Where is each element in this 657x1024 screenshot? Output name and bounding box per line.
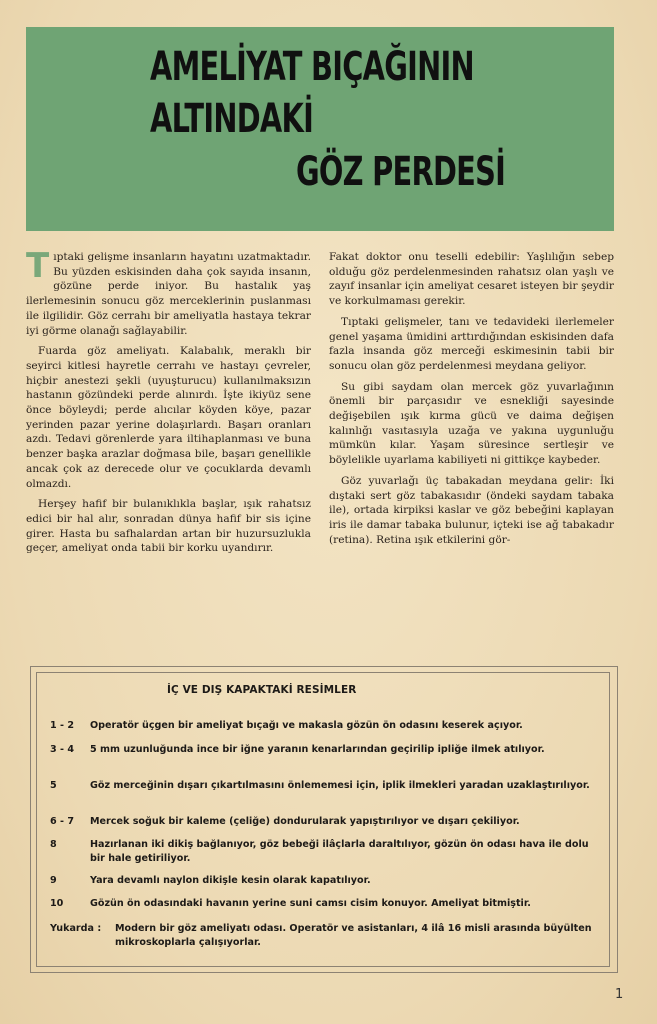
right-paragraph-1: Fakat doktor onu teselli edebilir: Yaşlılığın sebep olduğu göz perdelenmesinden rahatsız olan yaşlı ve zayıf insanlar için ameliyat cesaret isteyen bir şeydir ve korkulmaması gerekir. <box>329 251 614 308</box>
caption-number: 3 - 4 <box>50 744 75 755</box>
caption-number: 5 <box>50 780 57 791</box>
title-line-1: AMELİYAT BIÇAĞININ <box>150 44 474 90</box>
caption-footer-text: Modern bir göz ameliyatı odası. Operatör ve asistanları, 4 ilâ 16 misli arasında büyülten mikroskoplarla çalışıyorlar. <box>115 923 592 949</box>
title-banner <box>26 27 614 231</box>
caption-text: Yara devamlı naylon dikişle kesin olarak kapatılıyor. <box>90 875 371 886</box>
drop-cap: T <box>26 246 50 286</box>
captions-title: İÇ VE DIŞ KAPAKTAKİ RESİMLER <box>167 684 357 696</box>
caption-number: 6 - 7 <box>50 816 75 827</box>
article-body <box>26 246 616 634</box>
title-line-2: ALTINDAKİ <box>150 96 314 142</box>
left-paragraph-2: Fuarda göz ameliyatı. Kalabalık, meraklı bir seyirci kitlesi hayretle cerrahı ve hastayı çevreler, hiçbir anestezi şekli (uyuşturucu) kullanılmaksızın hastanın gözündeki perde alınırdı. İşte ikiyüz sene önce böyleydi; perde alıcılar köyden köye, pazar yerinden pazar yerine dolaşırlardı. Başarı oranları azdı. Tedavi görenlerde yara iltihaplanması ve buna benzer başka arazlar doğmasa bile, başarı genellikle ancak çok az derecede olur ve çocuklarda devamlı olmazdı. <box>26 345 311 490</box>
right-paragraph-2: Tıptaki gelişmeler, tanı ve tedavideki ilerlemeler genel yaşama ümidini arttırdığından eskisinden dafa fazla insanda göz merceği eskimesinin tabii bir sonucu olan göz perdelenmesi meydana geliyor. <box>329 315 614 372</box>
caption-number: 10 <box>50 898 64 909</box>
left-column <box>26 246 311 562</box>
caption-number: 1 - 2 <box>50 720 75 731</box>
right-paragraph-3: Su gibi saydam olan mercek göz yuvarlağının önemli bir parçasıdır ve esnekliği sayesinde değişebilen ışık kırma gücü ve daima değişen kalınlığı vasıtasıyla uzağa ve yakına uygunluğu mümkün kılar. Yaşam süresince sertleşir ve böylelikle uyarlama kabiliyeti ni gittikçe kaybeder. <box>329 380 614 467</box>
title-line-3: GÖZ PERDESİ <box>296 149 506 195</box>
caption-footer-label: Yukarda : <box>50 923 102 934</box>
caption-text: Operatör üçgen bir ameliyat bıçağı ve makasla gözün ön odasını keserek açıyor. <box>90 720 523 731</box>
caption-text: Hazırlanan iki dikiş bağlanıyor, göz bebeği ilâçlarla daraltılıyor, gözün ön odası hava ile dolu bir hale getiriliyor. <box>90 839 589 865</box>
page-number: 1 <box>615 987 624 1002</box>
right-paragraph-4: Göz yuvarlağı üç tabakadan meydana gelir: İki dıştaki sert göz tabakasıdır (öndeki saydam tabaka ile), ortada kirpiksi kaslar ve göz bebeğini kaplayan iris ile damar tabaka bulunur, içteki ise ağ tabakadır (retina). Retina ışık etkilerini gör- <box>329 474 614 546</box>
caption-text: Mercek soğuk bir kaleme (çeliğe) dondurularak yapıştırılıyor ve dışarı çekiliyor. <box>90 816 520 827</box>
left-paragraph-1-text: ıptaki gelişme insanların hayatını uzatmaktadır. Bu yüzden eskisinden daha çok sayıda insanın, gözüne perde iniyor. Bu hastalık yaş ilerlemesinin sonucu göz merceklerinin puslanması ile ilgilidir. Göz cerrahı bir ameliyatla hastaya tekrar iyi görme olanağı sağlayabilir. <box>26 251 311 337</box>
caption-text: 5 mm uzunluğunda ince bir iğne yaranın kenarlarından geçirilip ipliğe ilmek atılıyor. <box>90 744 545 755</box>
caption-text: Gözün ön odasındaki havanın yerine suni camsı cisim konuyor. Ameliyat bitmiştir. <box>90 898 531 909</box>
caption-number: 8 <box>50 839 57 850</box>
caption-number: 9 <box>50 875 57 886</box>
right-column <box>329 250 614 553</box>
left-paragraph-3: Herşey hafif bir bulanıklıkla başlar, ışık rahatsız edici bir hal alır, sonradan dünya hafif bir sis içine girer. Hasta bu safhalardan artan bir huzursuzlukla geçer, ameliyat onda tabii bir korku uyandırır. <box>26 498 311 555</box>
caption-text: Göz merceğinin dışarı çıkartılmasını önlememesi için, iplik ilmekleri yaradan uzaklaştırılıyor. <box>90 780 590 791</box>
left-paragraph-1 <box>26 246 311 338</box>
